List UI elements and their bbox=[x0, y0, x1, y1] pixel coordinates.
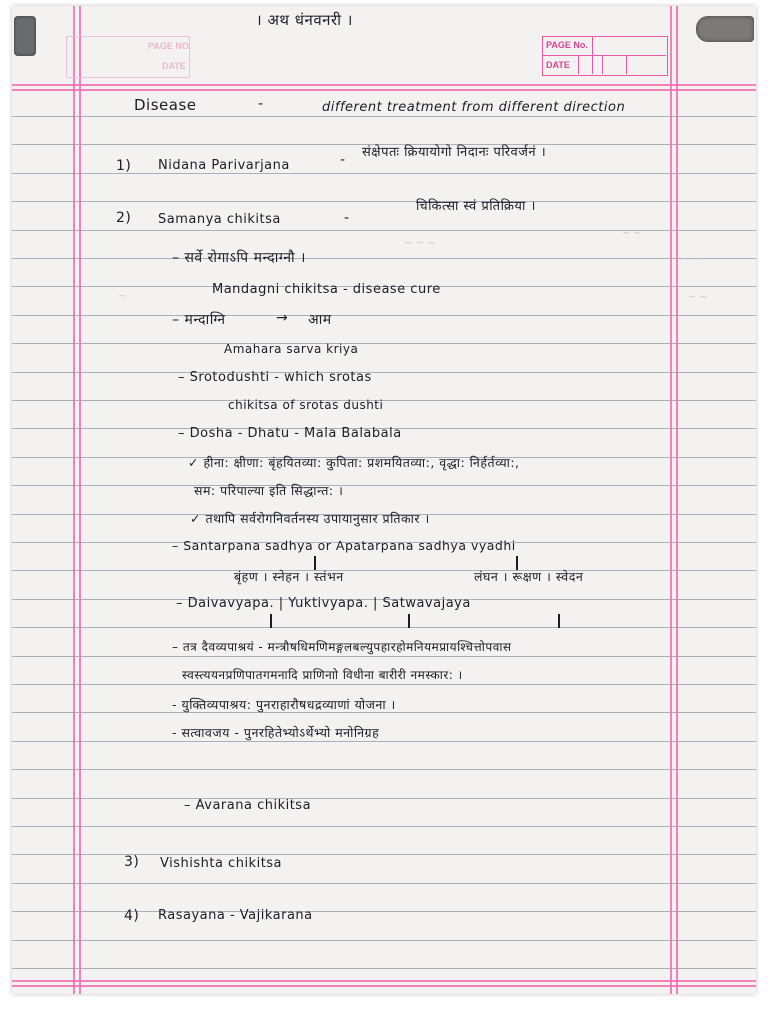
item-3-text: Vishishta chikitsa bbox=[160, 856, 283, 871]
item-1-sanskrit: संक्षेपतः क्रियायोगो निदानः परिवर्जनं । bbox=[362, 145, 547, 160]
page-date-divider bbox=[542, 55, 666, 56]
note-line-5b: आम bbox=[308, 312, 332, 328]
connector-tick bbox=[408, 614, 410, 628]
bleed-through-mark: ~ ~ bbox=[688, 292, 708, 303]
ruled-line bbox=[12, 627, 756, 628]
page-no-label: PAGE No. bbox=[546, 40, 588, 50]
ruled-line bbox=[12, 372, 756, 373]
ruled-line bbox=[12, 230, 756, 231]
bleed-through-mark: ~ ~ ~ bbox=[404, 238, 436, 249]
item-4-text: Rasayana - Vajikarana bbox=[158, 908, 313, 923]
item-2-dash: - bbox=[344, 210, 350, 226]
ruled-line bbox=[12, 116, 756, 117]
note-line-13: – Santarpana sadhya or Apatarpana sadhya vyadhi bbox=[172, 538, 516, 553]
ruled-line bbox=[12, 343, 756, 344]
right-margin-line bbox=[670, 6, 672, 994]
date-col-3 bbox=[626, 56, 627, 74]
note-line-20: – Avarana chikitsa bbox=[184, 798, 312, 813]
ruled-line bbox=[12, 798, 756, 799]
ruled-line bbox=[12, 684, 756, 685]
heading-disease: Disease bbox=[134, 96, 197, 114]
arrow-icon: → bbox=[276, 310, 289, 326]
item-2-text: Samanya chikitsa bbox=[158, 212, 281, 227]
ruled-line bbox=[12, 940, 756, 941]
note-line-5a: – मन्दाग्नि bbox=[172, 312, 226, 328]
binder-clip-left bbox=[14, 16, 36, 56]
connector-tick bbox=[270, 614, 272, 628]
ruled-line bbox=[12, 826, 756, 827]
note-line-10: ✓ हीना: क्षीणा: बृंहयितव्या: कुपिता: प्रशमयितव्या:, वृद्धा: निर्हर्तव्या:, bbox=[188, 455, 520, 470]
note-line-16: – तत्र दैवव्यपाश्रयं - मन्त्रौषधिमणिमङ्गलबल्युपहारहोमनियमप्रायश्चित्तोपवास bbox=[172, 640, 512, 654]
page-title: । अथ धंनवनरी । bbox=[256, 11, 353, 29]
ruled-line bbox=[12, 258, 756, 259]
item-3-number: 3) bbox=[124, 854, 140, 870]
left-box-bottom-label: DATE bbox=[162, 61, 186, 71]
header-line-2 bbox=[12, 89, 756, 91]
date-label: DATE bbox=[546, 60, 570, 70]
note-line-18: - युक्तिव्यपाश्रय: पुनराहारौषधद्रव्याणां योजना । bbox=[172, 697, 396, 712]
note-line-11: सम: परिपाल्या इति सिद्धान्त: । bbox=[194, 483, 344, 498]
item-1-dash: - bbox=[340, 152, 346, 168]
heading-dash: - bbox=[258, 96, 264, 112]
note-line-17: स्वस्त्ययनप्रणिपातगमनादि प्राणिनाो विधीना बारीरी नमस्कार: । bbox=[182, 668, 463, 682]
header-line bbox=[12, 84, 756, 86]
binder-clip-right bbox=[696, 16, 754, 42]
item-2-sanskrit: चिकित्सा स्वं प्रतिक्रिया । bbox=[416, 199, 536, 214]
page-box-col bbox=[592, 36, 593, 74]
connector-tick bbox=[558, 614, 560, 628]
ruled-line bbox=[12, 400, 756, 401]
note-line-14a: बृंहण । स्नेहन । स्तंभन bbox=[234, 569, 344, 584]
note-line-3: – सर्वे रोगाऽपि मन्दाग्नौ । bbox=[172, 250, 306, 266]
note-line-7: – Srotodushti - which srotas bbox=[178, 370, 372, 385]
right-margin-line-2 bbox=[676, 6, 678, 994]
left-box-top-label: PAGE NO. bbox=[148, 41, 192, 51]
item-1-number: 1) bbox=[116, 158, 132, 174]
note-line-9: – Dosha - Dhatu - Mala Balabala bbox=[178, 426, 402, 441]
note-line-4: Mandagni chikitsa - disease cure bbox=[212, 282, 441, 297]
bleed-through-mark: ~ bbox=[118, 291, 127, 302]
ruled-line bbox=[12, 656, 756, 657]
notebook-page bbox=[12, 6, 756, 994]
ruled-line bbox=[12, 883, 756, 884]
note-line-15: – Daivavyapa. | Yuktivyapa. | Satwavajaya bbox=[176, 596, 471, 611]
bleed-through-mark: ~ ~ bbox=[682, 254, 702, 265]
ruled-line bbox=[12, 570, 756, 571]
ruled-line bbox=[12, 485, 756, 486]
ruled-line bbox=[12, 769, 756, 770]
date-col-1 bbox=[578, 56, 579, 74]
bleed-through-mark: ~ ~ bbox=[622, 228, 642, 239]
ruled-line bbox=[12, 968, 756, 969]
ruled-line bbox=[12, 315, 756, 316]
note-line-19: - सत्वावजय - पुनरहितेभ्योऽर्थेभ्यो मनोनिग्रह bbox=[172, 725, 380, 740]
note-line-14b: लंघन । रूक्षण । स्वेदन bbox=[474, 569, 584, 584]
date-col-2 bbox=[602, 56, 603, 74]
note-line-8: chikitsa of srotas dushti bbox=[228, 398, 384, 412]
ruled-line bbox=[12, 201, 756, 202]
left-margin-line bbox=[73, 6, 75, 994]
heading-subtitle: different treatment from different direction bbox=[322, 100, 626, 115]
item-4-number: 4) bbox=[124, 908, 140, 924]
note-line-6: Amahara sarva kriya bbox=[224, 342, 359, 356]
left-margin-line-2 bbox=[79, 6, 81, 994]
ruled-line bbox=[12, 741, 756, 742]
footer-line-2 bbox=[12, 985, 756, 987]
item-2-number: 2) bbox=[116, 210, 132, 226]
note-line-12: ✓ तथापि सर्वरोगनिवर्तनस्य उपायानुसार प्रतिकार । bbox=[190, 511, 430, 526]
item-1-text: Nidana Parivarjana bbox=[158, 158, 290, 173]
footer-line bbox=[12, 980, 756, 982]
